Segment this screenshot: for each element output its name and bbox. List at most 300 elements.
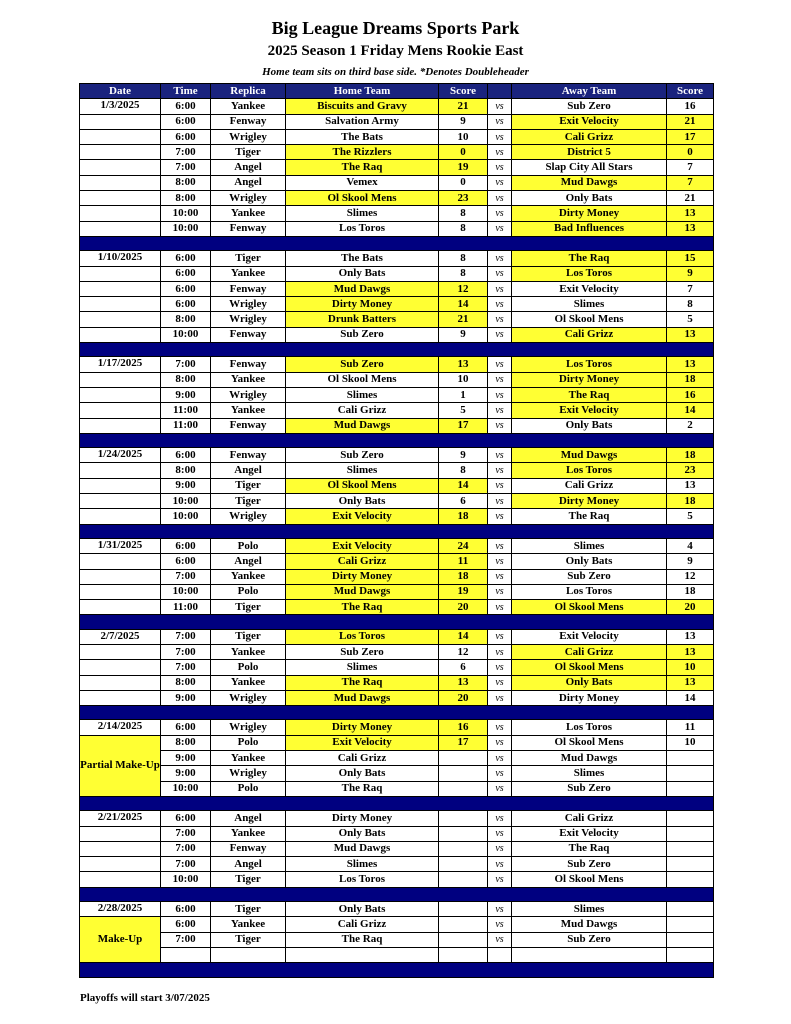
away-score: 21: [667, 114, 714, 129]
away-team: Ol Skool Mens: [512, 600, 667, 615]
empty-cell: [488, 947, 512, 962]
date-cell: 2/28/2025: [80, 902, 161, 917]
home-score: 5: [439, 403, 488, 418]
home-team: Cali Grizz: [286, 554, 439, 569]
away-team: Ol Skool Mens: [512, 312, 667, 327]
away-score: 23: [667, 463, 714, 478]
vs-label: vs: [488, 145, 512, 160]
date-cell-empty: [80, 644, 161, 659]
week-separator: [80, 433, 714, 447]
date-cell-empty: [80, 297, 161, 312]
away-team: Los Toros: [512, 463, 667, 478]
field-replica: Polo: [211, 735, 286, 750]
separator-bar: [80, 963, 714, 977]
game-time: 10:00: [161, 509, 211, 524]
game-row: [80, 735, 714, 750]
away-score: 9: [667, 554, 714, 569]
vs-label: vs: [488, 99, 512, 114]
game-time: 7:00: [161, 826, 211, 841]
game-row: [80, 826, 714, 841]
field-replica: Polo: [211, 781, 286, 796]
away-team: Los Toros: [512, 720, 667, 735]
date-cell: 1/17/2025: [80, 357, 161, 372]
away-team: Mud Dawgs: [512, 175, 667, 190]
game-row: [80, 463, 714, 478]
vs-label: vs: [488, 690, 512, 705]
vs-label: vs: [488, 387, 512, 402]
vs-label: vs: [488, 781, 512, 796]
game-row: [80, 297, 714, 312]
game-time: 7:00: [161, 357, 211, 372]
away-score: [667, 902, 714, 917]
game-time: 9:00: [161, 690, 211, 705]
game-time: 7:00: [161, 644, 211, 659]
away-score: [667, 811, 714, 826]
home-score: 20: [439, 600, 488, 615]
away-score: 18: [667, 448, 714, 463]
vs-label: vs: [488, 357, 512, 372]
home-team: Exit Velocity: [286, 509, 439, 524]
date-cell-empty: [80, 494, 161, 509]
separator-bar: [80, 524, 714, 538]
away-team: Sub Zero: [512, 781, 667, 796]
game-row: [80, 327, 714, 342]
game-row: [80, 387, 714, 402]
away-score: 2: [667, 418, 714, 433]
away-score: 13: [667, 629, 714, 644]
away-team: The Raq: [512, 251, 667, 266]
home-team: Mud Dawgs: [286, 584, 439, 599]
field-replica: Tiger: [211, 872, 286, 887]
date-cell-empty: [80, 675, 161, 690]
game-row: [80, 675, 714, 690]
game-row: [80, 902, 714, 917]
empty-cell: [161, 947, 211, 962]
field-replica: Angel: [211, 160, 286, 175]
vs-label: vs: [488, 841, 512, 856]
page-title: Big League Dreams Sports Park: [271, 18, 520, 38]
date-cell: 1/10/2025: [80, 251, 161, 266]
game-time: 8:00: [161, 175, 211, 190]
away-team: Sub Zero: [512, 857, 667, 872]
away-score: [667, 766, 714, 781]
away-score: 14: [667, 403, 714, 418]
away-team: Ol Skool Mens: [512, 735, 667, 750]
game-time: 8:00: [161, 675, 211, 690]
away-team: Mud Dawgs: [512, 917, 667, 932]
game-row: [80, 175, 714, 190]
home-team: Dirty Money: [286, 811, 439, 826]
game-row: [80, 206, 714, 221]
home-score: 12: [439, 281, 488, 296]
away-team: Slimes: [512, 297, 667, 312]
game-time: 6:00: [161, 297, 211, 312]
date-cell-empty: [80, 660, 161, 675]
home-team: Sub Zero: [286, 448, 439, 463]
field-replica: Tiger: [211, 251, 286, 266]
home-score: 21: [439, 99, 488, 114]
game-row: [80, 448, 714, 463]
away-score: [667, 826, 714, 841]
away-score: 16: [667, 99, 714, 114]
game-row: [80, 478, 714, 493]
home-score: [439, 826, 488, 841]
away-team: Dirty Money: [512, 372, 667, 387]
vs-label: vs: [488, 857, 512, 872]
schedule-table: [79, 83, 714, 978]
game-row: [80, 251, 714, 266]
date-cell-empty: [80, 403, 161, 418]
away-team: Slap City All Stars: [512, 160, 667, 175]
vs-label: vs: [488, 751, 512, 766]
game-time: 6:00: [161, 902, 211, 917]
field-replica: Wrigley: [211, 129, 286, 144]
field-replica: Polo: [211, 584, 286, 599]
week-separator: [80, 615, 714, 629]
game-time: 6:00: [161, 917, 211, 932]
game-time: 9:00: [161, 751, 211, 766]
vs-label: vs: [488, 811, 512, 826]
field-replica: Angel: [211, 811, 286, 826]
home-score: 9: [439, 327, 488, 342]
home-team: Sub Zero: [286, 357, 439, 372]
home-team: Sub Zero: [286, 327, 439, 342]
game-row: [80, 644, 714, 659]
home-team: The Raq: [286, 160, 439, 175]
game-row: [80, 114, 714, 129]
vs-label: vs: [488, 403, 512, 418]
home-score: [439, 781, 488, 796]
home-team: The Raq: [286, 675, 439, 690]
vs-label: vs: [488, 872, 512, 887]
game-row: [80, 629, 714, 644]
game-time: 6:00: [161, 266, 211, 281]
home-score: 10: [439, 372, 488, 387]
home-score: [439, 857, 488, 872]
game-row: [80, 312, 714, 327]
home-team: The Bats: [286, 129, 439, 144]
game-row: [80, 781, 714, 796]
away-team: Dirty Money: [512, 494, 667, 509]
week-separator: [80, 706, 714, 720]
home-score: 20: [439, 690, 488, 705]
vs-label: vs: [488, 251, 512, 266]
vs-label: vs: [488, 327, 512, 342]
game-time: 7:00: [161, 629, 211, 644]
game-time: 10:00: [161, 584, 211, 599]
game-time: 11:00: [161, 403, 211, 418]
home-team: Los Toros: [286, 629, 439, 644]
away-team: District 5: [512, 145, 667, 160]
away-team: Mud Dawgs: [512, 751, 667, 766]
home-team: Slimes: [286, 857, 439, 872]
game-time: 10:00: [161, 221, 211, 236]
vs-label: vs: [488, 554, 512, 569]
date-cell-empty: [80, 281, 161, 296]
game-time: 11:00: [161, 600, 211, 615]
empty-row: [80, 947, 714, 962]
game-row: [80, 932, 714, 947]
vs-label: vs: [488, 735, 512, 750]
home-score: 11: [439, 554, 488, 569]
game-time: 6:00: [161, 811, 211, 826]
vs-label: vs: [488, 129, 512, 144]
separator-bar: [80, 887, 714, 901]
home-score: 1: [439, 387, 488, 402]
date-cell-empty: [80, 463, 161, 478]
col-header-replica: Replica: [211, 84, 286, 99]
week-separator: [80, 236, 714, 250]
away-score: 4: [667, 538, 714, 553]
vs-label: vs: [488, 932, 512, 947]
away-score: 8: [667, 297, 714, 312]
field-replica: Wrigley: [211, 387, 286, 402]
away-score: 5: [667, 509, 714, 524]
away-team: Exit Velocity: [512, 114, 667, 129]
home-score: 8: [439, 221, 488, 236]
week-separator: [80, 796, 714, 810]
field-replica: Wrigley: [211, 766, 286, 781]
away-score: 13: [667, 357, 714, 372]
home-team: Los Toros: [286, 872, 439, 887]
home-score: 8: [439, 266, 488, 281]
away-team: Only Bats: [512, 675, 667, 690]
field-replica: Wrigley: [211, 312, 286, 327]
vs-label: vs: [488, 902, 512, 917]
home-score: 16: [439, 720, 488, 735]
home-score: 13: [439, 675, 488, 690]
date-cell: 2/14/2025: [80, 720, 161, 735]
home-score: 13: [439, 357, 488, 372]
away-team: Mud Dawgs: [512, 448, 667, 463]
vs-label: vs: [488, 221, 512, 236]
game-time: 7:00: [161, 857, 211, 872]
vs-label: vs: [488, 584, 512, 599]
vs-label: vs: [488, 372, 512, 387]
game-time: 6:00: [161, 720, 211, 735]
vs-label: vs: [488, 644, 512, 659]
game-row: [80, 690, 714, 705]
field-replica: Yankee: [211, 372, 286, 387]
game-row: [80, 720, 714, 735]
field-replica: Fenway: [211, 841, 286, 856]
home-team: Slimes: [286, 463, 439, 478]
game-time: 9:00: [161, 387, 211, 402]
field-replica: Wrigley: [211, 297, 286, 312]
home-team: Dirty Money: [286, 720, 439, 735]
away-score: [667, 751, 714, 766]
game-row: [80, 221, 714, 236]
game-time: 6:00: [161, 251, 211, 266]
date-cell: 1/31/2025: [80, 538, 161, 553]
home-score: 9: [439, 114, 488, 129]
date-cell-empty: [80, 584, 161, 599]
date-cell-empty: [80, 690, 161, 705]
home-team: Drunk Batters: [286, 312, 439, 327]
home-team: Exit Velocity: [286, 735, 439, 750]
date-cell-empty: [80, 857, 161, 872]
home-score: 18: [439, 509, 488, 524]
field-replica: Polo: [211, 660, 286, 675]
vs-label: vs: [488, 114, 512, 129]
away-team: Exit Velocity: [512, 826, 667, 841]
game-time: 10:00: [161, 494, 211, 509]
game-time: 10:00: [161, 781, 211, 796]
field-replica: Fenway: [211, 221, 286, 236]
date-cell-empty: [80, 175, 161, 190]
date-cell-empty: [80, 372, 161, 387]
game-row: [80, 841, 714, 856]
away-team: Exit Velocity: [512, 281, 667, 296]
home-team: Biscuits and Gravy: [286, 99, 439, 114]
home-team: Slimes: [286, 206, 439, 221]
home-score: [439, 841, 488, 856]
game-time: 8:00: [161, 312, 211, 327]
game-time: 7:00: [161, 660, 211, 675]
home-team: Ol Skool Mens: [286, 478, 439, 493]
vs-label: vs: [488, 312, 512, 327]
game-time: 9:00: [161, 478, 211, 493]
field-replica: Wrigley: [211, 191, 286, 206]
game-row: [80, 281, 714, 296]
field-replica: Fenway: [211, 327, 286, 342]
week-separator: [80, 343, 714, 357]
home-score: 0: [439, 145, 488, 160]
vs-label: vs: [488, 494, 512, 509]
game-time: 8:00: [161, 463, 211, 478]
away-score: [667, 781, 714, 796]
field-replica: Angel: [211, 857, 286, 872]
page-subtitle: 2025 Season 1 Friday Mens Rookie East: [267, 43, 524, 59]
vs-label: vs: [488, 538, 512, 553]
date-cell-empty: [80, 478, 161, 493]
away-score: 7: [667, 281, 714, 296]
date-cell: 2/7/2025: [80, 629, 161, 644]
home-team: The Raq: [286, 781, 439, 796]
vs-label: vs: [488, 297, 512, 312]
away-team: Dirty Money: [512, 690, 667, 705]
field-replica: Yankee: [211, 826, 286, 841]
date-cell-empty: [80, 312, 161, 327]
away-team: Sub Zero: [512, 99, 667, 114]
home-score: [439, 932, 488, 947]
away-team: Los Toros: [512, 584, 667, 599]
game-time: 7:00: [161, 841, 211, 856]
week-separator: [80, 887, 714, 901]
away-team: Bad Influences: [512, 221, 667, 236]
game-time: 10:00: [161, 327, 211, 342]
home-score: 14: [439, 478, 488, 493]
field-replica: Tiger: [211, 902, 286, 917]
date-cell-empty: [80, 841, 161, 856]
home-score: 0: [439, 175, 488, 190]
field-replica: Yankee: [211, 675, 286, 690]
date-cell-empty: [80, 114, 161, 129]
away-team: Sub Zero: [512, 569, 667, 584]
home-score: 8: [439, 251, 488, 266]
away-score: [667, 917, 714, 932]
game-row: [80, 99, 714, 114]
home-team: Mud Dawgs: [286, 841, 439, 856]
away-team: Slimes: [512, 538, 667, 553]
vs-label: vs: [488, 720, 512, 735]
away-team: Cali Grizz: [512, 129, 667, 144]
home-team: Exit Velocity: [286, 538, 439, 553]
away-team: Los Toros: [512, 357, 667, 372]
away-team: The Raq: [512, 841, 667, 856]
date-cell-empty: [80, 872, 161, 887]
field-replica: Angel: [211, 175, 286, 190]
away-score: 13: [667, 221, 714, 236]
game-row: [80, 569, 714, 584]
away-score: 10: [667, 660, 714, 675]
away-score: 16: [667, 387, 714, 402]
field-replica: Yankee: [211, 403, 286, 418]
date-cell-empty: [80, 266, 161, 281]
away-score: 18: [667, 494, 714, 509]
home-team: The Bats: [286, 251, 439, 266]
game-row: [80, 129, 714, 144]
game-row: [80, 872, 714, 887]
away-score: 18: [667, 584, 714, 599]
home-team: Mud Dawgs: [286, 418, 439, 433]
away-score: 10: [667, 735, 714, 750]
game-time: 7:00: [161, 932, 211, 947]
date-cell: 2/21/2025: [80, 811, 161, 826]
away-team: Ol Skool Mens: [512, 872, 667, 887]
home-team: Only Bats: [286, 766, 439, 781]
date-cell-empty: [80, 826, 161, 841]
home-team: Los Toros: [286, 221, 439, 236]
home-team-note: Home team sits on third base side. *Denotes Doubleheader: [262, 66, 529, 78]
game-row: [80, 509, 714, 524]
empty-cell: [667, 947, 714, 962]
game-row: [80, 191, 714, 206]
home-team: Only Bats: [286, 826, 439, 841]
field-replica: Fenway: [211, 114, 286, 129]
game-time: 6:00: [161, 114, 211, 129]
empty-cell: [439, 947, 488, 962]
away-score: [667, 857, 714, 872]
home-score: [439, 751, 488, 766]
date-cell-empty: [80, 327, 161, 342]
separator-bar: [80, 343, 714, 357]
date-cell: 1/3/2025: [80, 99, 161, 114]
vs-label: vs: [488, 191, 512, 206]
col-header-date: Date: [80, 84, 161, 99]
game-time: 6:00: [161, 448, 211, 463]
game-time: 6:00: [161, 99, 211, 114]
date-cell-empty: [80, 129, 161, 144]
away-team: Ol Skool Mens: [512, 660, 667, 675]
field-replica: Yankee: [211, 99, 286, 114]
home-team: Slimes: [286, 387, 439, 402]
away-team: Cali Grizz: [512, 644, 667, 659]
away-score: 18: [667, 372, 714, 387]
separator-bar: [80, 433, 714, 447]
date-cell-empty: [80, 387, 161, 402]
home-score: 6: [439, 660, 488, 675]
empty-cell: [211, 947, 286, 962]
date-cell-empty: [80, 509, 161, 524]
vs-label: vs: [488, 175, 512, 190]
field-replica: Yankee: [211, 206, 286, 221]
away-team: Cali Grizz: [512, 478, 667, 493]
home-score: [439, 902, 488, 917]
home-team: Only Bats: [286, 494, 439, 509]
field-replica: Angel: [211, 554, 286, 569]
away-score: 7: [667, 175, 714, 190]
